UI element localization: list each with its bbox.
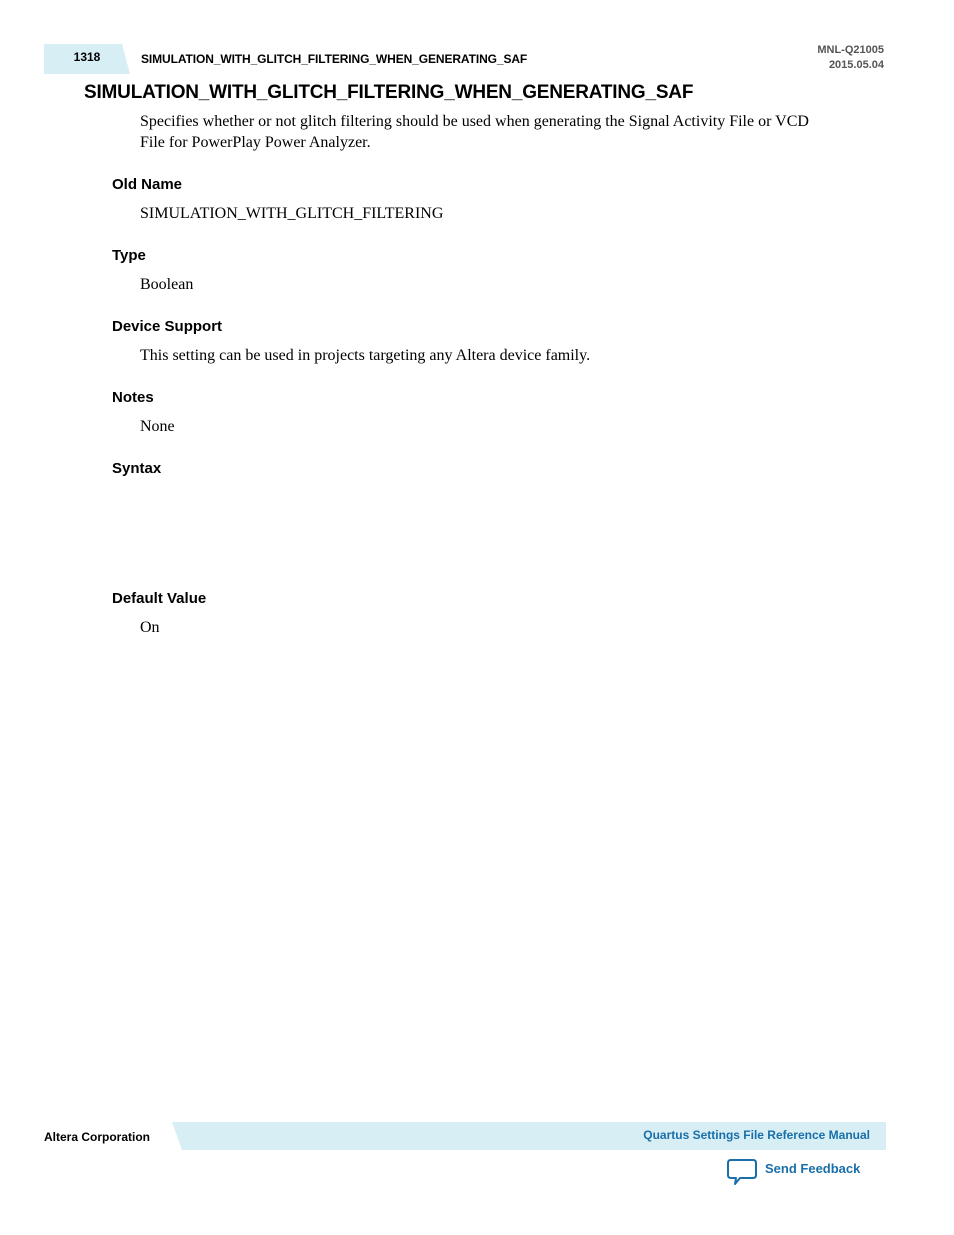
page-number: 1318 bbox=[73, 50, 101, 64]
description-line: File for PowerPlay Power Analyzer. bbox=[140, 134, 371, 151]
footer-company: Altera Corporation bbox=[44, 1130, 151, 1144]
device-support-value: This setting can be used in projects targeting any Altera device family. bbox=[140, 347, 591, 364]
type-heading: Type bbox=[112, 247, 146, 264]
syntax-heading: Syntax bbox=[112, 460, 162, 477]
notes-value: None bbox=[140, 418, 175, 435]
default-value-value: On bbox=[140, 619, 160, 636]
document-id-block bbox=[817, 43, 884, 73]
description-line: Specifies whether or not glitch filtering should be used when generating the Signal Activity File or VCD bbox=[140, 113, 809, 130]
section-title: SIMULATION_WITH_GLITCH_FILTERING_WHEN_GENERATING_SAF bbox=[84, 82, 694, 103]
old-name-heading: Old Name bbox=[112, 176, 183, 193]
send-feedback-link[interactable]: Send Feedback bbox=[765, 1161, 861, 1176]
default-value-heading: Default Value bbox=[112, 590, 207, 607]
running-title: SIMULATION_WITH_GLITCH_FILTERING_WHEN_GENERATING_SAF bbox=[141, 52, 528, 66]
device-support-heading: Device Support bbox=[112, 318, 223, 335]
footer-manual-title: Quartus Settings File Reference Manual bbox=[643, 1128, 870, 1142]
notes-heading: Notes bbox=[112, 389, 154, 406]
speech-bubble-icon[interactable] bbox=[727, 1158, 759, 1193]
document-id: MNL-Q21005 bbox=[817, 44, 884, 56]
document-date: 2015.05.04 bbox=[828, 59, 884, 71]
old-name-value: SIMULATION_WITH_GLITCH_FILTERING bbox=[140, 205, 444, 222]
type-value: Boolean bbox=[140, 276, 194, 293]
section-description bbox=[140, 111, 870, 153]
